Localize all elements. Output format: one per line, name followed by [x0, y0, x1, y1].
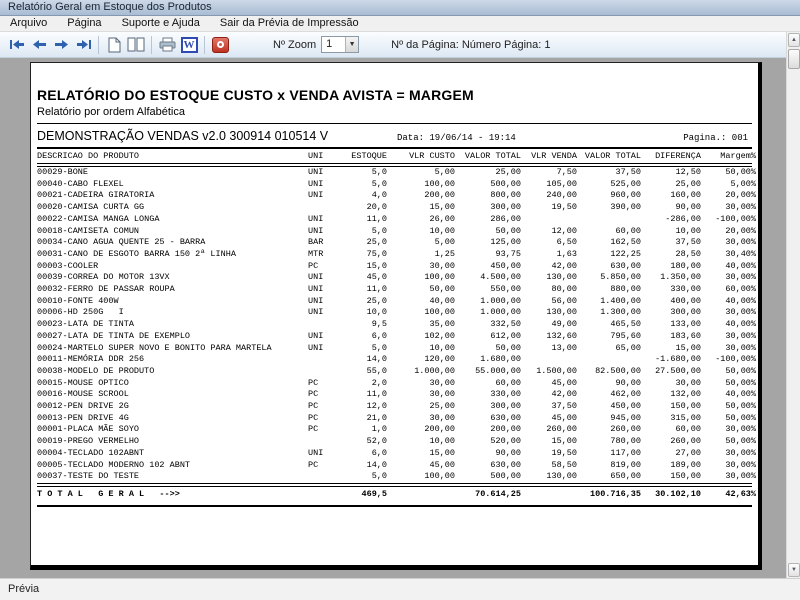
table-header-row — [37, 149, 756, 163]
first-page-icon — [10, 39, 25, 50]
table-row: 00004-TECLADO 102ABNT UNI 6,0 15,00 90,00 19,50 117,00 27,00 30,00% — [37, 447, 756, 458]
total-valor-custo: 70.614,25 — [475, 488, 522, 499]
two-page-icon — [127, 37, 145, 52]
column-header: DESCRICAO DO PRODUTO — [37, 151, 140, 161]
table-row: 00023-LATA DE TINTA 9,5 35,00 332,50 49,00 465,50 133,00 40,00% — [37, 319, 756, 330]
vertical-scrollbar[interactable] — [786, 32, 800, 578]
single-page-view-button[interactable] — [103, 35, 125, 55]
last-page-icon — [76, 39, 91, 50]
table-row: 00012-PEN DRIVE 2G PC 12,0 25,00 300,00 37,50 450,00 150,00 50,00% — [37, 401, 756, 412]
column-header: UNI — [308, 151, 324, 161]
divider — [37, 505, 752, 507]
column-header: VALOR TOTAL — [584, 151, 641, 161]
table-row: 00027-LATA DE TINTA DE EXEMPLO UNI 6,0 102,00 612,00 132,60 795,60 183,60 30,00% — [37, 330, 756, 341]
close-preview-button[interactable] — [209, 35, 231, 55]
zoom-select[interactable] — [321, 36, 359, 53]
table-row: 00005-TECLADO MODERNO 102 ABNT PC 14,0 45,00 630,00 58,50 819,00 189,00 30,00% — [37, 459, 756, 470]
report-title: RELATÓRIO DO ESTOQUE CUSTO x VENDA AVISTA = MARGEM — [37, 87, 474, 103]
table-row: 00003-COOLER PC 15,0 30,00 450,00 42,00 630,00 180,00 40,00% — [37, 260, 756, 271]
zoom-value: 1 — [326, 38, 333, 50]
column-header: Margem% — [720, 151, 756, 161]
table-row: 00024-MARTELO SUPER NOVO E BONITO PARA MARTELA UNI 5,0 10,00 50,00 13,00 65,00 15,00 30,00% — [37, 342, 756, 353]
column-header: VLR VENDA — [531, 151, 577, 161]
table-row: 00032-FERRO DE PASSAR ROUPA UNI 11,0 50,00 550,00 80,00 880,00 330,00 60,00% — [37, 284, 756, 295]
power-icon — [212, 37, 229, 53]
chevron-down-icon[interactable]: ▼ — [345, 37, 358, 52]
report-page-number: Pagina.: 001 — [683, 133, 748, 143]
export-word-button[interactable] — [178, 35, 200, 55]
single-page-icon — [108, 37, 121, 53]
report-table-rows — [37, 167, 756, 483]
table-row: 00010-FONTE 400W UNI 25,0 40,00 1.000,00 56,00 1.400,00 400,00 40,00% — [37, 295, 756, 306]
table-row: 00018-CAMISETA COMUN UNI 5,0 10,00 50,00 12,00 60,00 10,00 20,00% — [37, 225, 756, 236]
total-label: T O T A L G E R A L -->> — [37, 488, 180, 499]
title-bar — [0, 0, 800, 16]
report-info-row — [37, 129, 752, 143]
table-row: 00022-CAMISA MANGA LONGA UNI 11,0 26,00 286,00 -286,00 -100,00% — [37, 213, 756, 224]
next-page-button[interactable] — [50, 35, 72, 55]
first-page-button[interactable] — [6, 35, 28, 55]
table-row: 00029-BONE UNI 5,0 5,00 25,00 7,50 37,50 12,50 50,00% — [37, 167, 756, 177]
status-bar — [0, 578, 800, 600]
column-header: DIFERENÇA — [655, 151, 701, 161]
total-diferenca: 30.102,10 — [655, 488, 702, 499]
menu-pagina[interactable]: Página — [67, 17, 102, 29]
print-button[interactable] — [156, 35, 178, 55]
column-header: ESTOQUE — [351, 151, 387, 161]
scroll-down-icon[interactable]: ▼ — [788, 563, 800, 577]
zoom-label: Nº Zoom — [273, 38, 317, 51]
table-row: 00006-HD 250G I UNI 10,0 100,00 1.000,00 130,00 1.300,00 300,00 30,00% — [37, 307, 756, 318]
toolbar-separator — [98, 36, 99, 54]
menu-bar — [0, 16, 800, 32]
table-row: 00011-MEMÓRIA DDR 256 14,0 120,00 1.680,00 -1.680,00 -100,00% — [37, 354, 756, 365]
divider — [37, 123, 752, 124]
menu-suporte-e-ajuda[interactable]: Suporte e Ajuda — [121, 17, 200, 29]
table-row: 00039-CORREA DO MOTOR 13VX UNI 45,0 100,00 4.500,00 130,00 5.850,00 1.350,00 30,00% — [37, 272, 756, 283]
table-row: 00016-MOUSE SCROOL PC 11,0 30,00 330,00 42,00 462,00 132,00 40,00% — [37, 389, 756, 400]
total-row — [37, 487, 756, 503]
total-estoque: 469,5 — [361, 488, 388, 499]
report-subtitle: Relatório por ordem Alfabética — [37, 106, 185, 118]
preview-area — [0, 58, 786, 578]
total-margem: 42,63% — [725, 488, 757, 499]
table-row: 00021-CADEIRA GIRATORIA UNI 4,0 200,00 800,00 240,00 960,00 160,00 20,00% — [37, 190, 756, 201]
toolbar-separator — [204, 36, 205, 54]
word-icon: W — [181, 37, 198, 53]
page-number-info: Nº da Página: Número Página: 1 — [391, 38, 551, 51]
table-row: 00019-PREGO VERMELHO 52,0 10,00 520,00 15,00 780,00 260,00 50,00% — [37, 436, 756, 447]
column-header: VLR CUSTO — [409, 151, 455, 161]
printer-icon — [159, 37, 176, 52]
table-row: 00034-CANO AGUA QUENTE 25 - BARRA BAR 25,0 5,00 125,00 6,50 162,50 37,50 30,00% — [37, 237, 756, 248]
report-date: Data: 19/06/14 - 19:14 — [397, 133, 516, 143]
table-row: 00013-PEN DRIVE 4G PC 21,0 30,00 630,00 45,00 945,00 315,00 50,00% — [37, 412, 756, 423]
two-page-view-button[interactable] — [125, 35, 147, 55]
menu-sair-da-previa[interactable]: Sair da Prévia de Impressão — [219, 17, 359, 29]
table-row: 00040-CABO FLEXEL UNI 5,0 100,00 500,00 105,00 525,00 25,00 5,00% — [37, 178, 756, 189]
app-info: DEMONSTRAÇÃO VENDAS v2.0 300914 010514 V — [37, 129, 329, 143]
previous-page-icon — [32, 39, 47, 50]
scrollbar-thumb[interactable] — [788, 49, 800, 69]
report-table-total — [37, 487, 756, 503]
total-valor-venda: 100.716,35 — [590, 488, 642, 499]
column-header: VALOR TOTAL — [464, 151, 521, 161]
report-table — [37, 149, 756, 163]
table-row: 00037-TESTE DO TESTE 5,0 100,00 500,00 130,00 650,00 150,00 30,00% — [37, 471, 756, 482]
report-page — [30, 62, 762, 570]
table-row: 00038-MODELO DE PRODUTO 55,0 1.000,00 55.000,00 1.500,00 82.500,00 27.500,00 50,00% — [37, 365, 756, 376]
status-text: Prévia — [8, 583, 40, 595]
next-page-icon — [54, 39, 69, 50]
window-title: Relatório Geral em Estoque dos Produtos — [8, 1, 212, 13]
toolbar-separator — [151, 36, 152, 54]
table-row: 00015-MOUSE OPTICO PC 2,0 30,00 60,00 45,00 90,00 30,00 50,00% — [37, 377, 756, 388]
scroll-up-icon[interactable]: ▲ — [788, 33, 800, 47]
table-row: 00001-PLACA MÃE SOYO PC 1,0 200,00 200,00 260,00 260,00 60,00 30,00% — [37, 424, 756, 435]
table-row: 00031-CANO DE ESGOTO BARRA 150 2ª LINHA MTR 75,0 1,25 93,75 1,63 122,25 28,50 30,40% — [37, 248, 756, 259]
toolbar — [0, 32, 786, 58]
report-table-body — [37, 167, 756, 483]
menu-arquivo[interactable]: Arquivo — [10, 17, 48, 29]
previous-page-button[interactable] — [28, 35, 50, 55]
table-row: 00020-CAMISA CURTA GG 20,0 15,00 300,00 19,50 390,00 90,00 30,00% — [37, 202, 756, 213]
last-page-button[interactable] — [72, 35, 94, 55]
